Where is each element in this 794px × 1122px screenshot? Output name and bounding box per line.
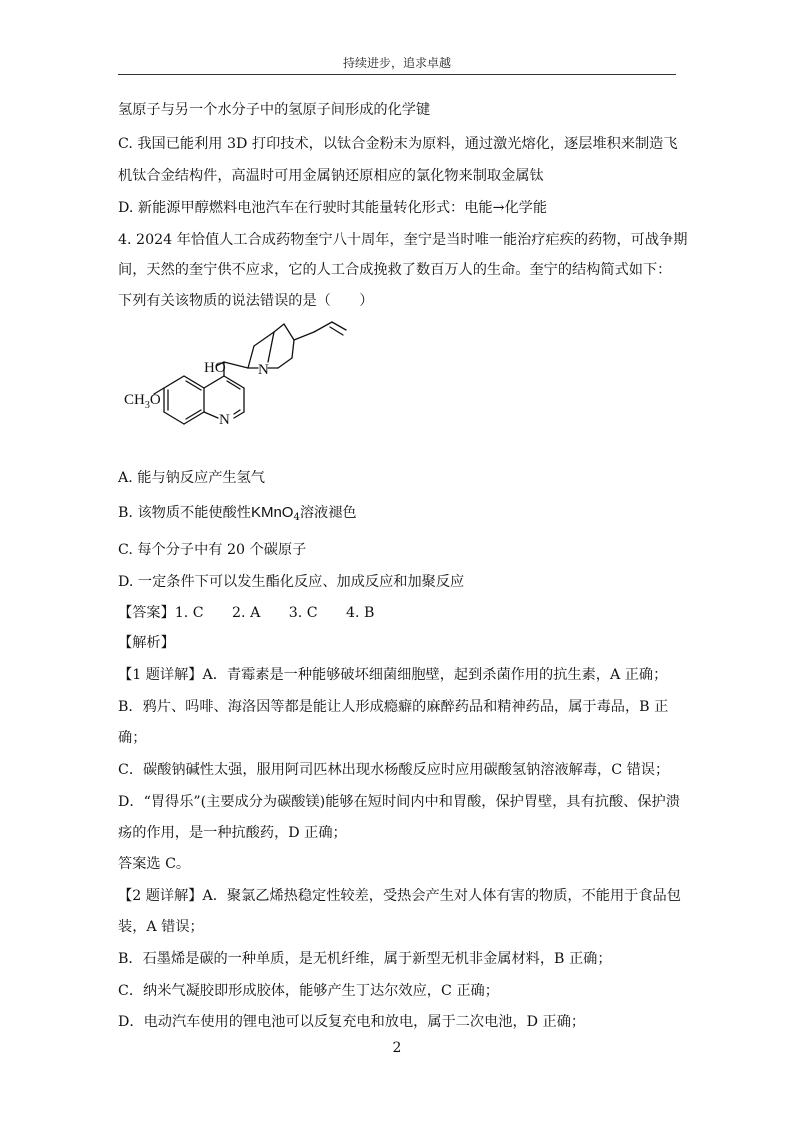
ring-nitrogen-label: N [219,412,230,428]
header-rule [118,74,676,75]
methoxy-oxygen: O [149,392,161,408]
methoxy-ch: CH [124,392,145,408]
text-line: 下列有关该物质的说法错误的是（ ） [118,293,374,309]
nitrogen-label: N [258,362,269,378]
question-4-stem: 4. 2024 年恰值人工合成药物奎宁八十周年，奎宁是当时唯一能治疗疟疾的药物，可战争期 [118,232,688,248]
text-line: 疡的作用，是一种抗酸药，D 正确； [118,825,347,841]
text-line: B．鸦片、吗啡、海洛因等都是能让人形成瘾癖的麻醉药品和精神药品，属于毒品，B 正 [118,699,669,715]
option-b [118,503,678,528]
option-b-text-end: 溶液褪色 [299,505,357,521]
option-a: A. 能与钠反应产生氢气 [118,470,265,486]
text-line: 【1 题详解】A．青霉素是一种能够破坏细菌细胞壁，起到杀菌作用的抗生素，A 正确； [118,667,668,683]
text-line: 间，天然的奎宁供不应求，它的人工合成挽救了数百万人的生命。奎宁的结构简式如下： [118,262,672,278]
methoxy-label [124,392,161,411]
answer-line: 【答案】1. C 2. A 3. C 4. B [118,605,375,621]
text-line: D．“胃得乐”(主要成分为碳酸镁)能够在短时间内中和胃酸，保护胃壁，具有抗酸、保护溃 [118,794,680,810]
text-line: 答案选 C。 [118,856,191,872]
text-line: 机钛合金结构件，高温时可用金属钠还原相应的氯化物来制取金属钛 [118,168,544,184]
text-line: B．石墨烯是碳的一种单质，是无机纤维，属于新型无机非金属材料，B 正确； [118,951,612,967]
quinine-structure [118,318,368,456]
page-number: 2 [392,1040,402,1056]
text-line: 氢原子与另一个水分子中的氢原子间形成的化学键 [118,102,431,118]
methoxy-subscript: 3 [144,400,150,411]
kmno4-subscript: 4 [293,512,300,523]
option-b-text: B. 该物质不能使酸性 [118,505,251,521]
page-header: 持续进步，追求卓越 [342,56,451,70]
text-line: D. 新能源甲醇燃料电池汽车在行驶时其能量转化形式：电能→化学能 [118,200,548,216]
text-line: C．碳酸钠碱性太强，服用阿司匹林出现水杨酸反应时应用碳酸氢钠溶液解毒，C 错误； [118,762,670,778]
text-line: 确； [118,730,147,746]
text-line: D．电动汽车使用的锂电池可以反复充电和放电，属于二次电池，D 正确； [118,1014,586,1030]
text-line: C. 我国已能利用 3D 打印技术，以钛合金粉末为原料，通过激光熔化，逐层堆积来制造飞 [118,136,678,152]
option-d: D. 一定条件下可以发生酯化反应、加成反应和加聚反应 [118,574,465,590]
hydroxyl-label: HO [204,360,226,376]
option-c: C. 每个分子中有 20 个碳原子 [118,542,307,558]
analysis-heading: 【解析】 [118,635,175,651]
text-line: 装，A 错误； [118,919,204,935]
kmno4-formula: KMnO [250,504,294,521]
text-line: 【2 题详解】A．聚氯乙烯热稳定性较差，受热会产生对人体有害的物质，不能用于食品包 [118,888,681,904]
text-line: C．纳米气凝胶即形成胶体，能够产生丁达尔效应，C 正确； [118,983,499,999]
